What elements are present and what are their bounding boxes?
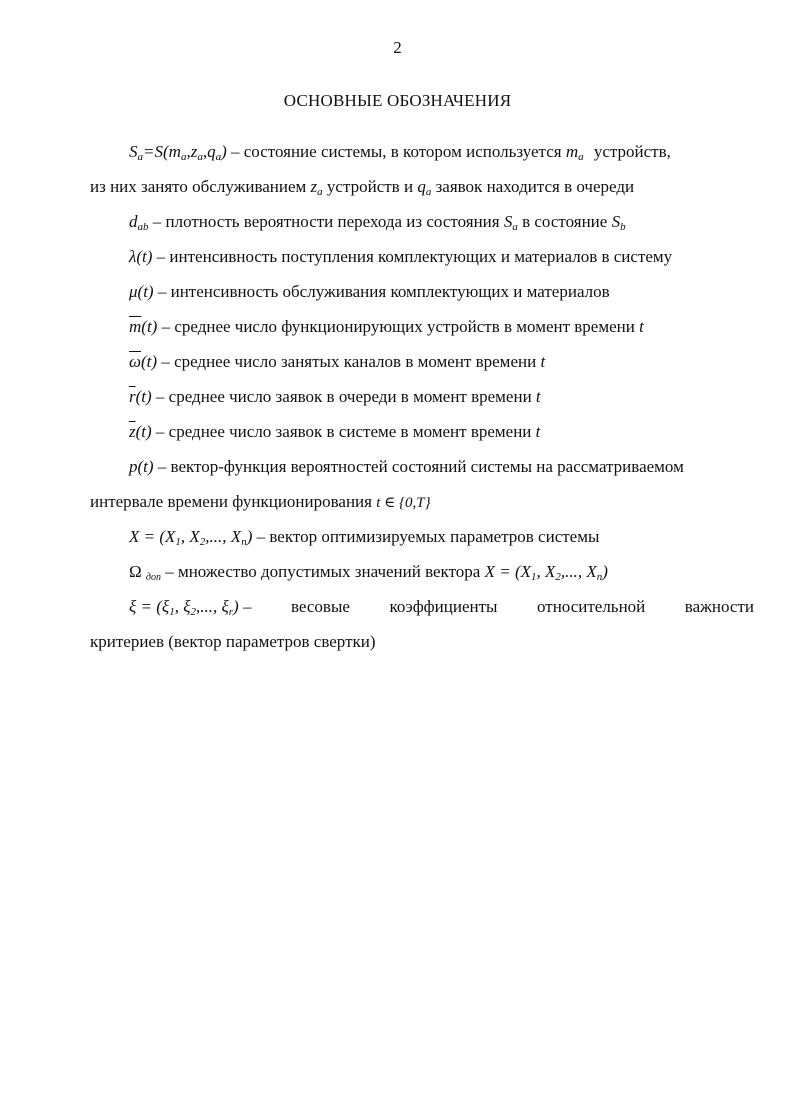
definition-probability-vector: p(t) – вектор-функция вероятностей состояний системы на рассматриваемом (129, 457, 684, 476)
definition-probability-vector-cont: интервале времени функционирования t ∈ {0,T} (90, 492, 431, 511)
definition-arrival-rate: λ(t) – интенсивность поступления комплектующих и материалов в систему (129, 247, 673, 266)
definition-avg-in-system: $\overline{z}(t)$ – среднее число заявок в системе в момент времени t (129, 422, 541, 441)
definition-parameter-vector: $X = (X_1$, $X_2$,..., $X_n$) – вектор оптимизируемых параметров системы (129, 527, 600, 548)
definition-avg-busy-channels: $\overline{\omega}(t)$ – среднее число занятых каналов в момент времени t (129, 352, 546, 371)
definition-admissible-set: Ω $_{доп}$ – множество допустимых значений вектора $X = (X_1$, $X_2$,..., $X_n$) (129, 562, 608, 583)
definition-text: – состояние системы, в котором используется (230, 142, 562, 161)
definition-service-rate: μ(t) – интенсивность обслуживания комплектующих и материалов (129, 282, 610, 301)
definition-state-cont: из них занято обслуживанием $z_a$ устройств и $q_a$ заявок находится в очереди (90, 177, 635, 198)
definition-text-end: устройств, (593, 142, 671, 161)
page-title: ОСНОВНЫЕ ОБОЗНАЧЕНИЯ (283, 91, 512, 110)
definition-transition-density: $d_{ab}$ – плотность вероятности перехода из состояния $S_a$ в состояние $S_b$ (129, 212, 626, 233)
definition-state: $S_a=S(m_a,z_a,q_a)$ – состояние системы, в котором используется $m_a$ устройств, (129, 142, 671, 163)
definition-weight-coefficients-cont: критериев (вектор параметров свертки) (90, 632, 376, 651)
definition-weight-coefficients: $\xi = (\xi_1$, $\xi_2$,..., $\xi_r$) – весовые коэффициенты относительной важности (129, 597, 754, 618)
definition-avg-devices: $\overline{m}(t)$ – среднее число функционирующих устройств в момент времени t (129, 317, 644, 336)
page-number: 2 (393, 38, 402, 57)
symbol-state: $S_a=S(m_a,z_a,q_a)$ (129, 142, 227, 163)
definition-avg-queue: $\overline{r}(t)$ – среднее число заявок в очереди в момент времени t (129, 387, 541, 406)
